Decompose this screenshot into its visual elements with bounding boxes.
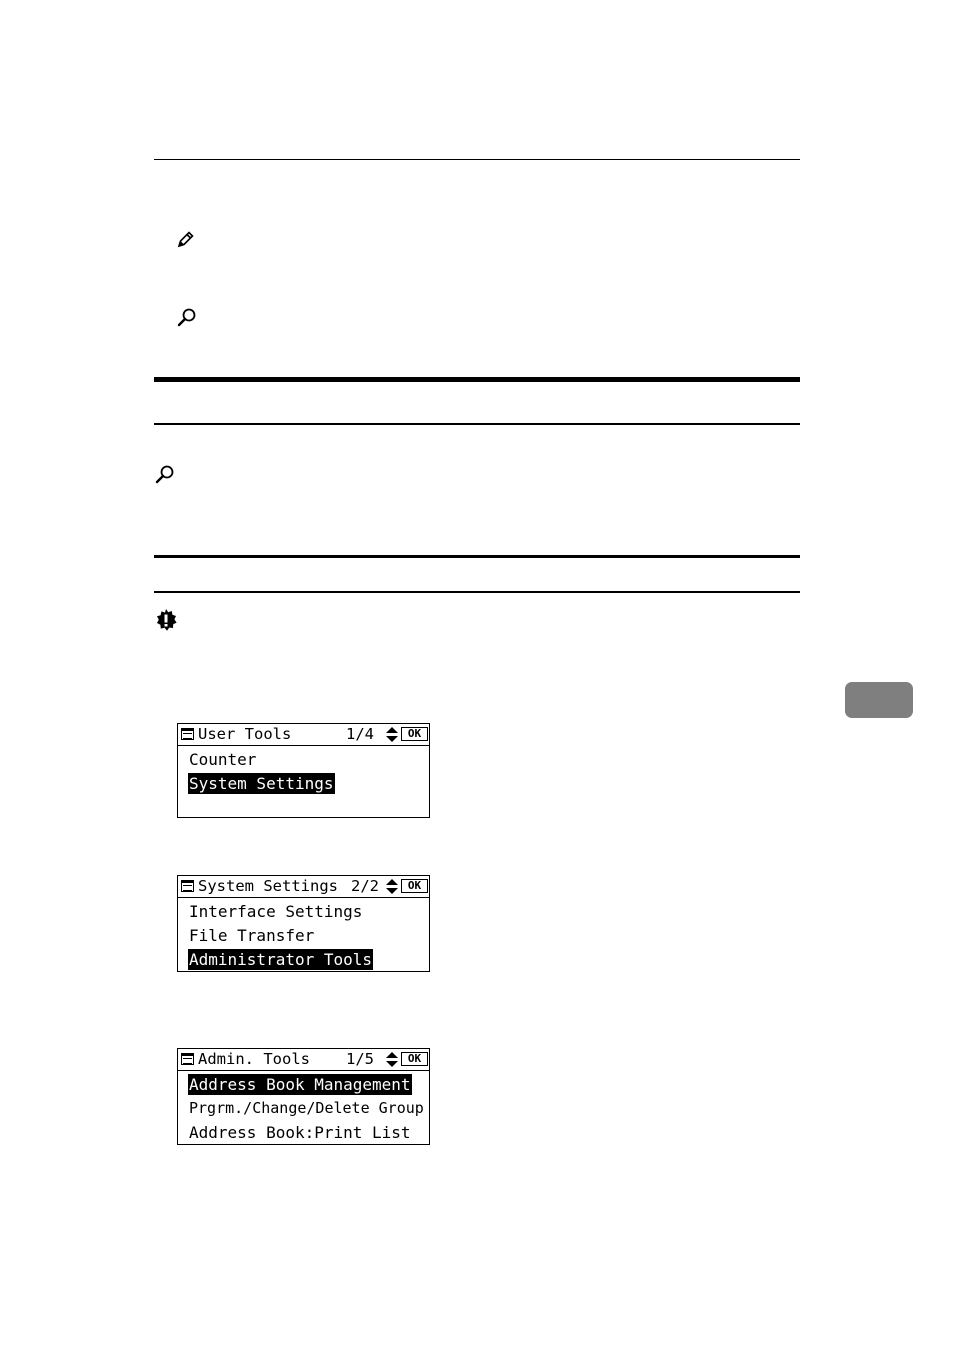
ok-button[interactable]: OK xyxy=(401,727,428,741)
lcd-screen-admin-tools xyxy=(177,1048,430,1145)
lcd-menu-item[interactable]: Prgrm./Change/Delete Group xyxy=(189,1099,424,1117)
chapter-tab xyxy=(845,682,913,718)
lcd-page-number: 1/5 xyxy=(346,1050,374,1068)
important-icon xyxy=(154,608,178,636)
lcd-title: System Settings xyxy=(198,877,338,895)
lcd-title: Admin. Tools xyxy=(198,1050,310,1068)
page-header-rule xyxy=(154,159,800,160)
lcd-menu-item[interactable]: Counter xyxy=(189,750,257,769)
scroll-arrows-icon xyxy=(386,1052,398,1067)
lcd-page-number: 2/2 xyxy=(351,877,379,895)
lcd-header xyxy=(178,724,429,746)
lcd-screen-system-settings xyxy=(177,875,430,972)
menu-icon xyxy=(181,880,194,892)
lcd-screen-user-tools xyxy=(177,723,430,818)
lcd-title: User Tools xyxy=(198,725,292,743)
scroll-arrows-icon xyxy=(386,879,398,894)
lcd-menu-item-selected[interactable]: System Settings xyxy=(189,774,334,793)
menu-icon xyxy=(181,1053,194,1065)
subsection-heading-top-rule xyxy=(154,555,800,558)
lcd-menu-item[interactable]: File Transfer xyxy=(189,926,315,945)
lcd-menu-item[interactable]: Interface Settings xyxy=(189,902,363,921)
ok-button[interactable]: OK xyxy=(401,1052,428,1066)
lcd-header xyxy=(178,1049,429,1071)
menu-icon xyxy=(181,728,194,740)
subsection-heading-bottom-rule xyxy=(154,591,800,593)
section-heading-bottom-rule xyxy=(154,423,800,425)
magnifier-icon xyxy=(176,306,198,332)
section-heading-top-rule xyxy=(154,377,800,382)
scroll-arrows-icon xyxy=(386,727,398,742)
lcd-menu-item-selected[interactable]: Address Book Management xyxy=(189,1075,411,1094)
lcd-page-number: 1/4 xyxy=(346,725,374,743)
lcd-menu-item-selected[interactable]: Administrator Tools xyxy=(189,950,373,969)
lcd-menu-item[interactable]: Address Book:Print List xyxy=(189,1123,411,1142)
ok-button[interactable]: OK xyxy=(401,879,428,893)
lcd-header xyxy=(178,876,429,898)
magnifier-icon xyxy=(154,463,176,489)
pencil-icon xyxy=(176,229,196,253)
